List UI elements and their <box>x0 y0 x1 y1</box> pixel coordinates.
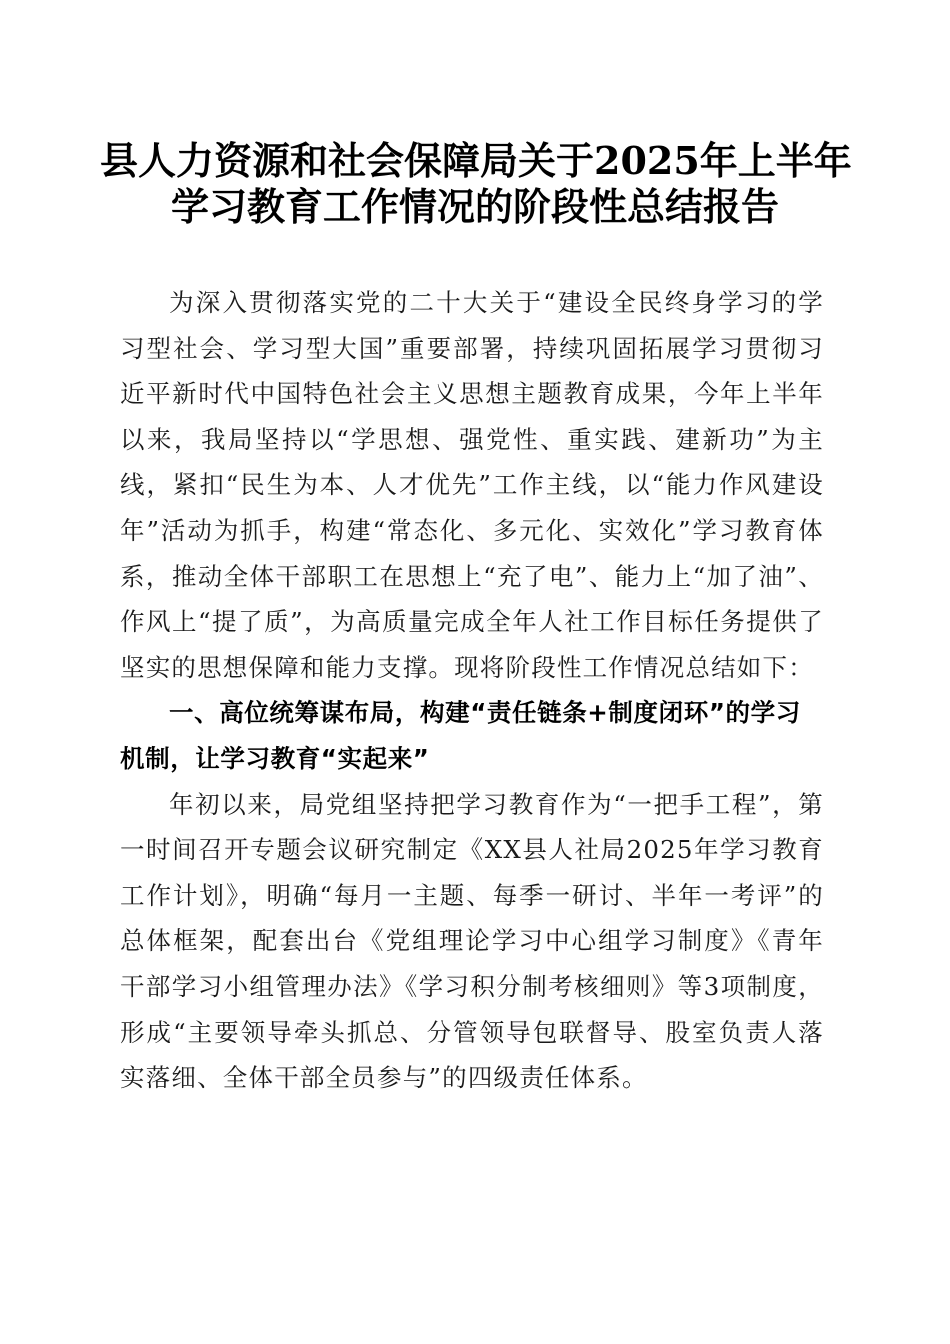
document-title <box>100 138 850 230</box>
section-1-heading: 一、高位统筹谋布局，构建“责任链条+制度闭环”的学习机制，让学习教育“实起来” <box>120 698 801 773</box>
document-body <box>120 280 824 1101</box>
title-line-1: 县人力资源和社会保障局关于2025年上半年 <box>100 138 852 183</box>
title-line-2: 学习教育工作情况的阶段性总结报告 <box>170 184 779 229</box>
intro-paragraph: 为深入贯彻落实党的二十大关于“建设全民终身学习的学习型社会、学习型大国”重要部署，持续巩固拓展学习贯彻习近平新时代中国特色社会主义思想主题教育成果，今年上半年以来，我局坚持以“学思想、强党性、重实践、建新功”为主线，紧扣“民生为本、人才优先”工作主线，以“能力作风建设年”活动为抓手，构建“常态化、多元化、实效化”学习教育体系，推动全体干部职工在思想上“充了电”、能力上“加了油”、作风上“提了质”，为高质量完成全年人社工作目标任务提供了坚实的思想保障和能力支撑。现将阶段性工作情况总结如下： <box>120 288 824 682</box>
section-1-paragraph: 年初以来，局党组坚持把学习教育作为“一把手工程”，第一时间召开专题会议研究制定《XX县人社局2025年学习教育工作计划》，明确“每月一主题、每季一研讨、半年一考评”的总体框架，配套出台《党组理论学习中心组学习制度》《青年干部学习小组管理办法》《学习积分制考核细则》等3项制度，形成“主要领导牵头抓总、分管领导包联督导、股室负责人落实落细、全体干部全员参与”的四级责任体系。 <box>120 789 824 1093</box>
